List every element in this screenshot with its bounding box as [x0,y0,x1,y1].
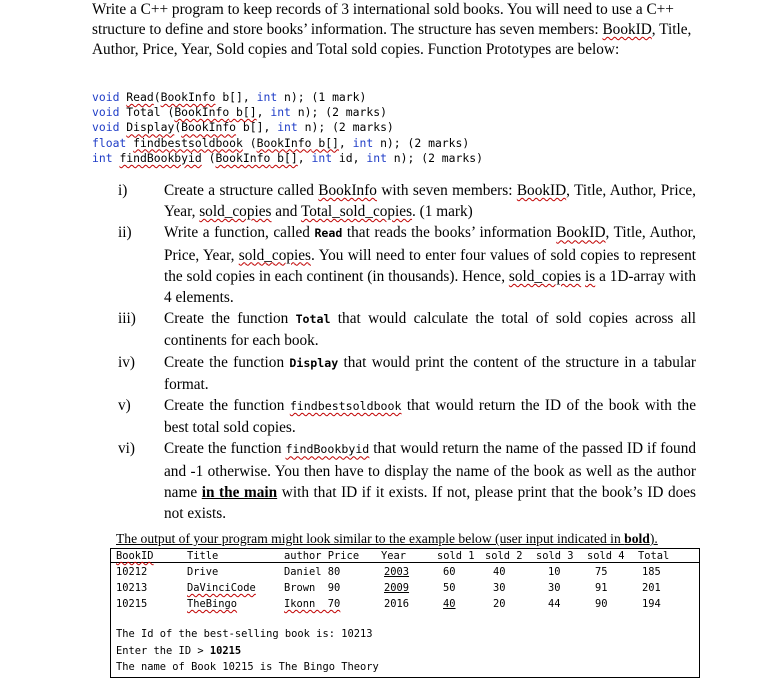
code-text: n); (2 marks) [290,105,387,120]
table-row: 10215 TheBingo Ikonn 70 2016 40 20 44 90 194 [116,598,661,610]
arg-type: BookInfo [215,150,271,165]
prototype-findbookbyid: int findBookbyid (BookInfo b[], int id, int n); (2 marks) [92,150,483,165]
header-cell: author Price [284,550,360,562]
kw-int: int [92,150,113,165]
code-text: b[], [215,90,257,104]
task-number: i) [118,182,128,199]
code-text: , [338,135,353,150]
task-i [118,180,696,222]
kw-int: int [277,120,298,135]
prototype-total [92,105,483,120]
fn-read: Read [126,90,154,104]
arg-type: BookInfo [174,105,230,120]
prototype-display: void Display(BookInfo b[], int n); (2 marks) [92,120,394,135]
code-text: b[] [311,135,339,150]
code-text: b[], [236,120,278,135]
task-text: Create the function Total that would calculate the total of sold copies across all continents for each book. [164,310,697,350]
kw-int: int [270,105,291,120]
output-table [116,548,696,612]
intro-text-2: , Title, Author, Price, Year, Sold copies and Total sold copies. Function Prototypes are below: [92,21,692,58]
code-text: id, [332,150,367,165]
table-row: 10213 DaVinciCode Brown 90 2009 50 30 30 91 201 [116,582,661,594]
code-text: , [297,150,312,165]
header-cell: sold 2 [485,550,523,562]
header-cell: sold 4 [587,550,625,562]
header-cell: sold 3 [536,550,574,562]
task-v [118,395,696,438]
header-cell: Total [638,550,670,562]
task-text: Create a structure called BookInfo with seven members: BookID, Title, Author, Price, Year, sold_copies and Total_sold_copies. (1 mark) [164,182,696,221]
task-vi [118,438,696,524]
task-number: v) [118,397,131,415]
intro-paragraph [92,0,712,60]
task-number: iii) [118,310,136,328]
prototype-findbestsoldbook: float findbestsoldbook (BookInfo b[], int n); (2 marks) [92,135,470,150]
kw-int: int [366,150,387,165]
task-iii [118,308,696,351]
task-text: Create the function findbestsoldbook that would return the ID of the book with the best total sold copies. [164,397,696,437]
kw-int: int [256,90,278,104]
code-text: n); (2 marks) [386,150,483,165]
header-cell: Year [381,550,407,562]
arg-type: BookInfo [160,90,216,104]
task-list [118,180,696,524]
output-messages [116,626,379,676]
table-row: 10212 Drive Daniel 80 2003 60 40 10 75 185 [116,566,661,578]
kw-void: void [92,120,120,135]
task-text: Create the function Display that would print the content of the structure in a tabular format. [164,353,696,393]
code-text: n); (2 marks) [297,120,394,135]
fn-findbestsoldbook: findbestsoldbook [133,135,243,150]
kw-int: int [311,150,333,165]
header-cell: Title [187,550,219,562]
kw-void: void [92,90,120,104]
task-number: iv) [118,353,135,371]
task-text: Create the function findBookbyid that would return the name of the passed ID if found and -1 otherwise. You then have to display the name of the book as well as the author name in the main with that ID if it exists. If not, please print that the book’s ID does not exists. [164,440,697,523]
code-text: , [256,105,271,120]
code-text: b[] [270,150,298,165]
arg-type: BookInfo [256,135,312,150]
task-iv [118,352,696,395]
intro-text-1: Write a C++ program to keep records of 3 international sold books. You will need to use a C++ structure to define and store books’ information. The structure has seven members: [92,1,674,38]
code-text: n); (2 marks) [373,135,470,150]
header-cell: sold 1 [437,550,475,562]
header-cell: BookID [116,550,154,562]
task-ii [118,222,696,308]
table-header-row [116,548,696,564]
code-text: b[] [229,105,257,120]
kw-int: int [352,135,374,150]
intro-bookid: BookID [602,21,652,38]
kw-void: void [92,105,120,120]
fn-total: Total ( [119,105,175,120]
book-name-message: The name of Book 10215 is The Bingo Theory [116,661,379,673]
kw-float: float [92,135,127,150]
enter-id-prompt: Enter the ID > 10215 [116,644,242,657]
best-selling-message: The Id of the best-selling book is: 10213 [116,628,373,640]
function-prototypes [92,90,483,166]
arg-type: BookInfo [181,120,237,135]
code-text: n); (1 mark) [277,90,367,104]
output-caption: The output of your program might look similar to the example below (user input indicated in bold). [116,531,658,546]
fn-display: Display [126,120,175,135]
task-number: ii) [118,224,132,242]
fn-findbookbyid: findBookbyid [119,150,202,165]
task-text: Write a function, called Read that reads the books’ information BookID, Title, Author, Price, Year, sold_copies. You will need to enter four values of sold copies to represent the sold copies in each continent (in thousands). Hence, sold_copies is a 1D-array with 4 elements. [164,224,696,307]
prototype-read: void Read(BookInfo b[], int n); (1 mark) [92,90,367,104]
task-number: vi) [118,440,135,458]
